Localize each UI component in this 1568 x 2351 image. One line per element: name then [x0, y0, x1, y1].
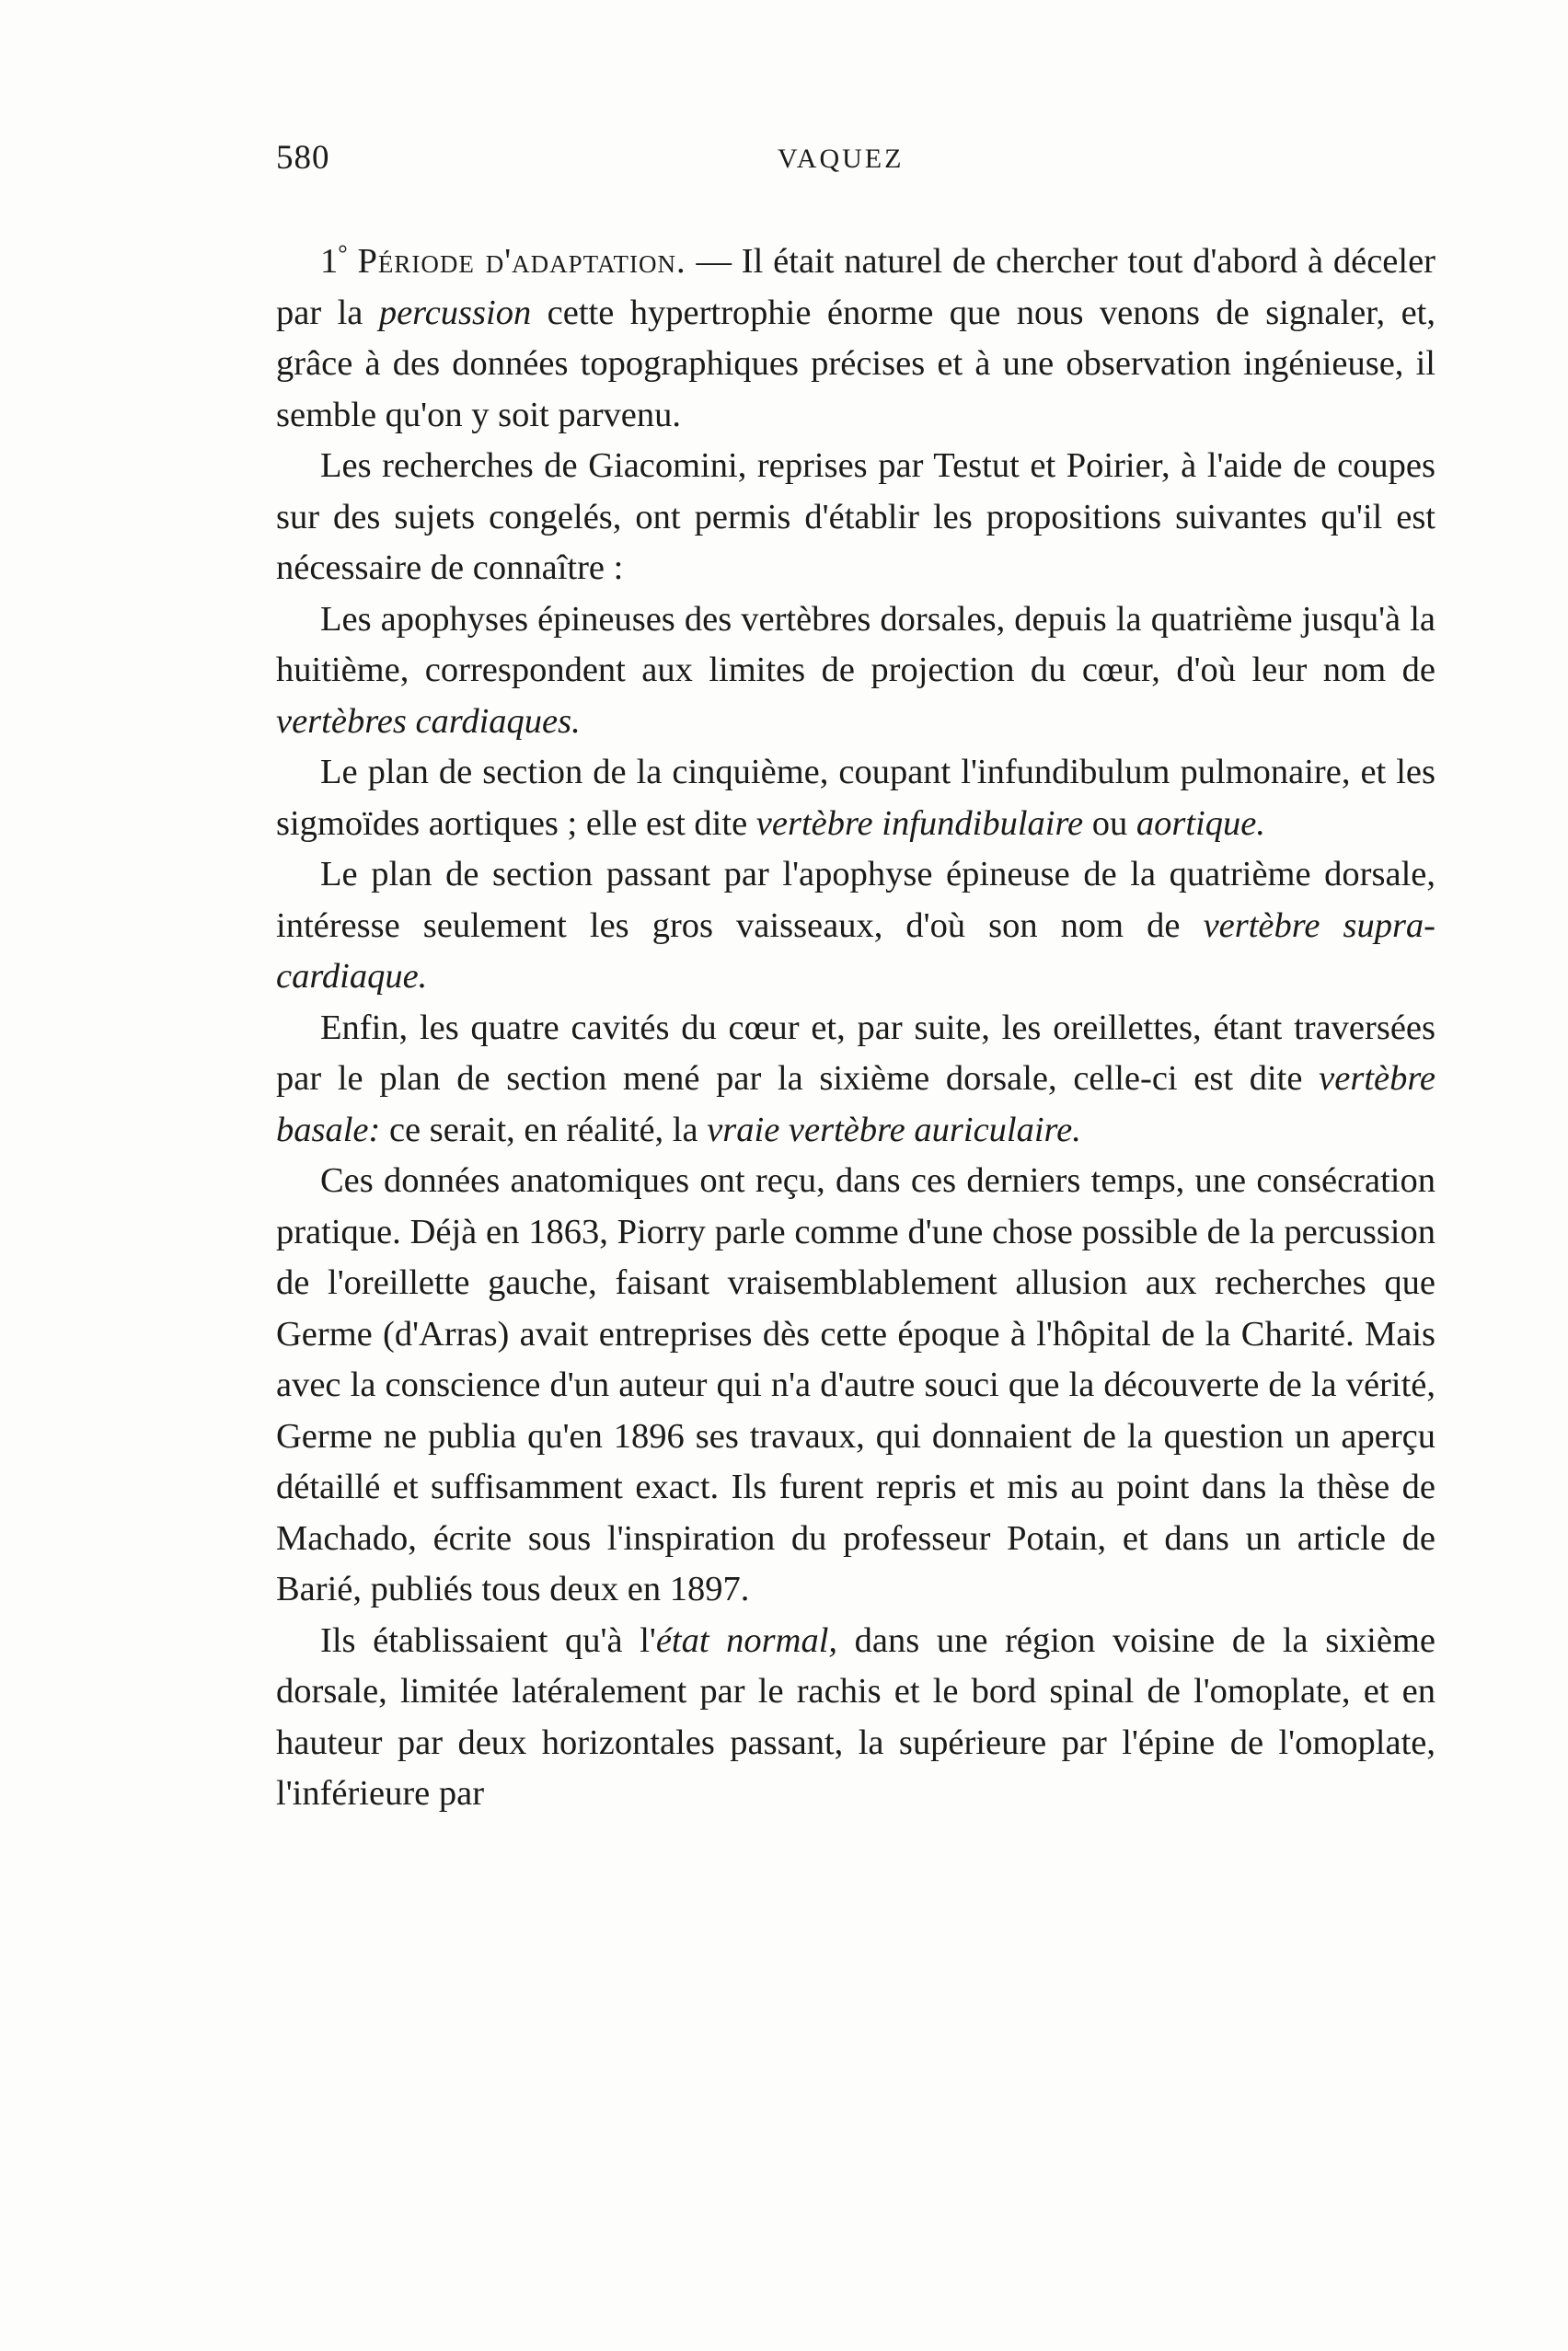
italic-term: percussion [378, 293, 532, 332]
paragraph-text: Le plan de section de la cinquième, coupant l'infundibulum pulmonaire, et les sigmoïdes aortiques ; elle est dite [276, 753, 1435, 843]
paragraph-text: Les recherches de Giacomini, reprises par Testut et Poirier, à l'aide de coupes sur des sujets congelés, ont permis d'établir les propositions suivantes qu'il est nécessaire de connaître : [276, 446, 1435, 587]
paragraph-text: Le plan de section passant par l'apophyse épineuse de la quatrième dorsale, intéresse seulement les gros vaisseaux, d'où son nom de [276, 855, 1435, 945]
italic-term: vraie vertèbre auriculaire. [707, 1110, 1081, 1149]
page-header [276, 138, 1435, 193]
paragraph-giacomini [276, 441, 1435, 594]
italic-term: aortique. [1136, 803, 1265, 843]
italic-term: vertèbres cardiaques. [276, 701, 581, 741]
paragraph-supra-cardiac-vertebra [276, 849, 1435, 1003]
paragraph-text: ce serait, en réalité, la [380, 1110, 708, 1149]
paragraph-text: Ils établissaient qu'à l' [320, 1620, 656, 1660]
paragraph-basal-vertebra [276, 1003, 1435, 1157]
paragraph-text: cette hypertrophie énorme que nous venons de signaler, et, grâce à des données topographiques précises et à une observation ingénieuse, il semble qu'on y soit parvenu. [276, 293, 1435, 434]
italic-term: vertèbre supra-cardiaque. [276, 905, 1436, 996]
paragraph-normal-state [276, 1616, 1435, 1820]
paragraph-text: Enfin, les quatre cavités du cœur et, par suite, les oreillettes, étant traversées par le plan de section mené par la sixième dorsale, celle-ci est dite [276, 1008, 1435, 1098]
paragraph-text: Les apophyses épineuses des vertèbres dorsales, depuis la quatrième jusqu'à la huitième, correspondent aux limites de projection du cœur, d'où leur nom de [276, 599, 1435, 689]
section-ordinal-mark: ° [338, 240, 348, 267]
paragraph-text: Ces données anatomiques ont reçu, dans ces derniers temps, une consécration pratique. Déjà en 1863, Piorry parle comme d'une chose possible de la percussion de l'oreillette gauche, faisant vraisemblablement allusion aux recherches que Germe (d'Arras) avait entreprises dès cette époque à l'hôpital de la Charité. Mais avec la conscience d'un auteur qui n'a d'autre souci que la découverte de la vérité, Germe ne publia qu'en 1896 ses travaux, qui donnaient de la question un aperçu détaillé et suffisamment exact. Ils furent repris et mis au point dans la thèse de Machado, écrite sous l'inspiration du professeur Potain, et dans un article de Barié, publiés tous deux en 1897. [276, 1161, 1435, 1608]
paragraph-infundibular-vertebra [276, 747, 1435, 849]
italic-term: vertèbre infundibulaire [755, 803, 1084, 843]
paragraph-text: dans une région voisine de la sixième dorsale, limitée latéralement par le rachis et le bord spinal de l'omoplate, et en hauteur par deux horizontales passant, la supérieure par l'épine de l'omoplate, l'inférieure par [276, 1620, 1435, 1813]
body-text [276, 228, 1435, 1820]
section-number: 1 [320, 242, 339, 281]
paragraph-practical-consecration [276, 1156, 1435, 1616]
paragraph-adaptation-period [276, 228, 1435, 441]
paragraph-text: ou [1083, 803, 1136, 843]
section-heading: Période d'adaptation. [357, 242, 686, 281]
page-number: 580 [276, 139, 330, 177]
italic-term: état normal, [655, 1620, 838, 1660]
paragraph-text: — Il était naturel de chercher tout d'abord à déceler par la [276, 242, 1435, 332]
running-head: VAQUEZ [778, 144, 905, 174]
italic-term: vertèbre basale: [276, 1059, 1435, 1149]
paragraph-cardiac-vertebrae [276, 594, 1435, 748]
